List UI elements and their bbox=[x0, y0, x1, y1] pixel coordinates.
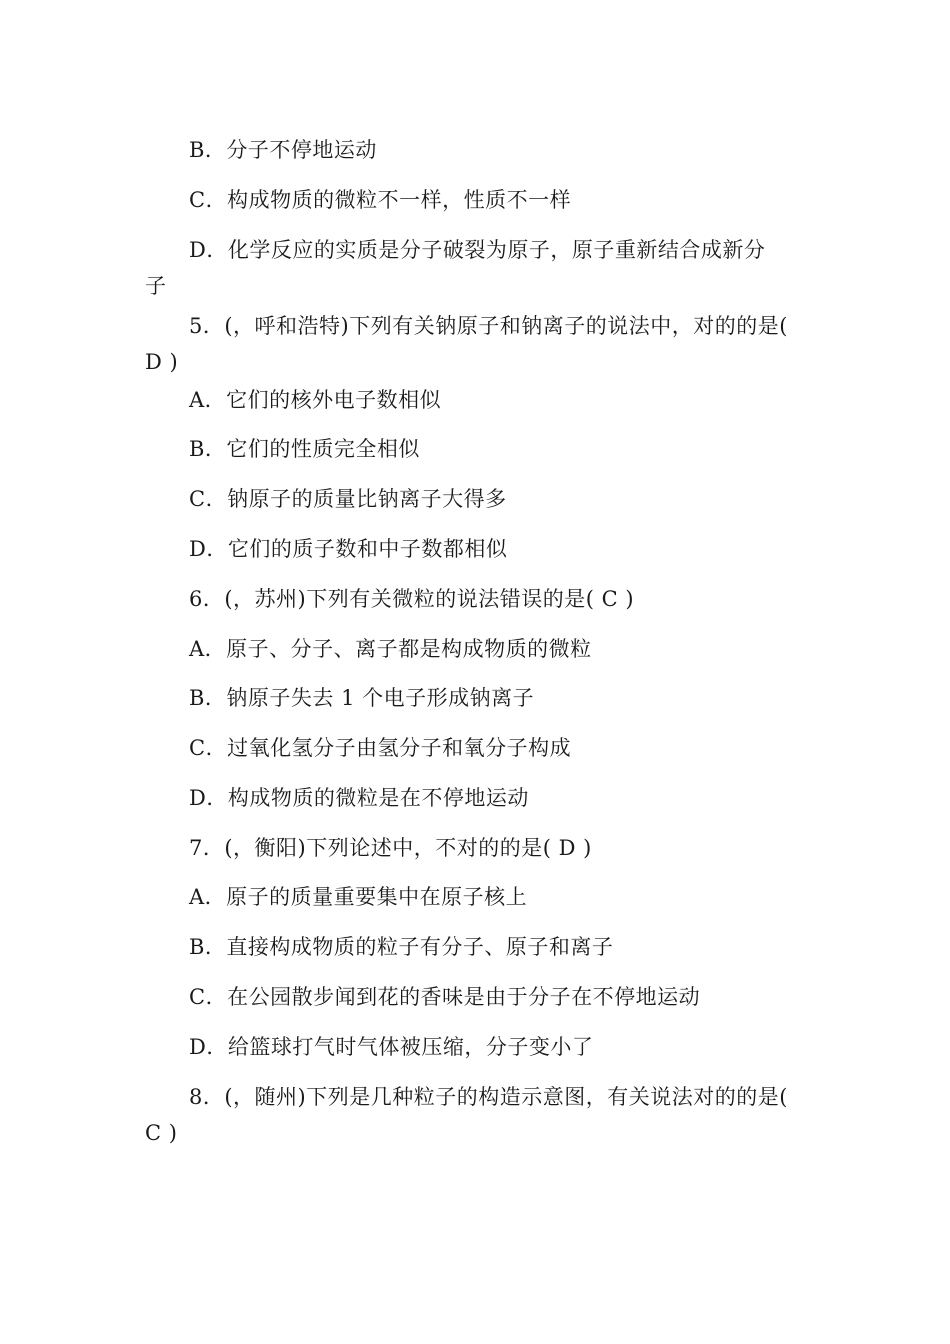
option-5a: A．它们的核外电子数相似 bbox=[189, 388, 442, 412]
question-5: 5．(，呼和浩特)下列有关钠原子和钠离子的说法中，对的的是( bbox=[189, 314, 788, 338]
option-7b: B．直接构成物质的粒子有分子、原子和离子 bbox=[189, 935, 614, 959]
option-6c: C．过氧化氢分子由氢分子和氧分子构成 bbox=[189, 736, 572, 760]
option-4d-continuation: 子 bbox=[145, 274, 167, 298]
option-7a: A．原子的质量重要集中在原子核上 bbox=[189, 885, 528, 909]
option-6d: D．构成物质的微粒是在不停地运动 bbox=[189, 786, 529, 810]
option-7c: C．在公园散步闻到花的香味是由于分子在不停地运动 bbox=[189, 985, 701, 1009]
option-7d: D．给篮球打气时气体被压缩，分子变小了 bbox=[189, 1035, 594, 1059]
option-5d: D．它们的质子数和中子数都相似 bbox=[189, 537, 508, 561]
question-7: 7．(，衡阳)下列论述中，不对的的是( D ) bbox=[189, 836, 592, 860]
option-6a: A．原子、分子、离子都是构成物质的微粒 bbox=[189, 637, 592, 661]
option-5b: B．它们的性质完全相似 bbox=[189, 437, 420, 461]
option-4d: D．化学反应的实质是分子破裂为原子，原子重新结合成新分 bbox=[189, 238, 766, 262]
question-8-answer: C ) bbox=[145, 1121, 178, 1145]
option-5c: C．钠原子的质量比钠离子大得多 bbox=[189, 487, 507, 511]
question-6: 6．(，苏州)下列有关微粒的说法错误的是( C ) bbox=[189, 587, 635, 611]
option-4c: C．构成物质的微粒不一样，性质不一样 bbox=[189, 188, 572, 212]
option-6b: B．钠原子失去 1 个电子形成钠离子 bbox=[189, 686, 535, 710]
question-8: 8．(，随州)下列是几种粒子的构造示意图，有关说法对的的是( bbox=[189, 1085, 788, 1109]
question-5-answer: D ) bbox=[145, 350, 179, 374]
option-4b: B．分子不停地运动 bbox=[189, 138, 377, 162]
